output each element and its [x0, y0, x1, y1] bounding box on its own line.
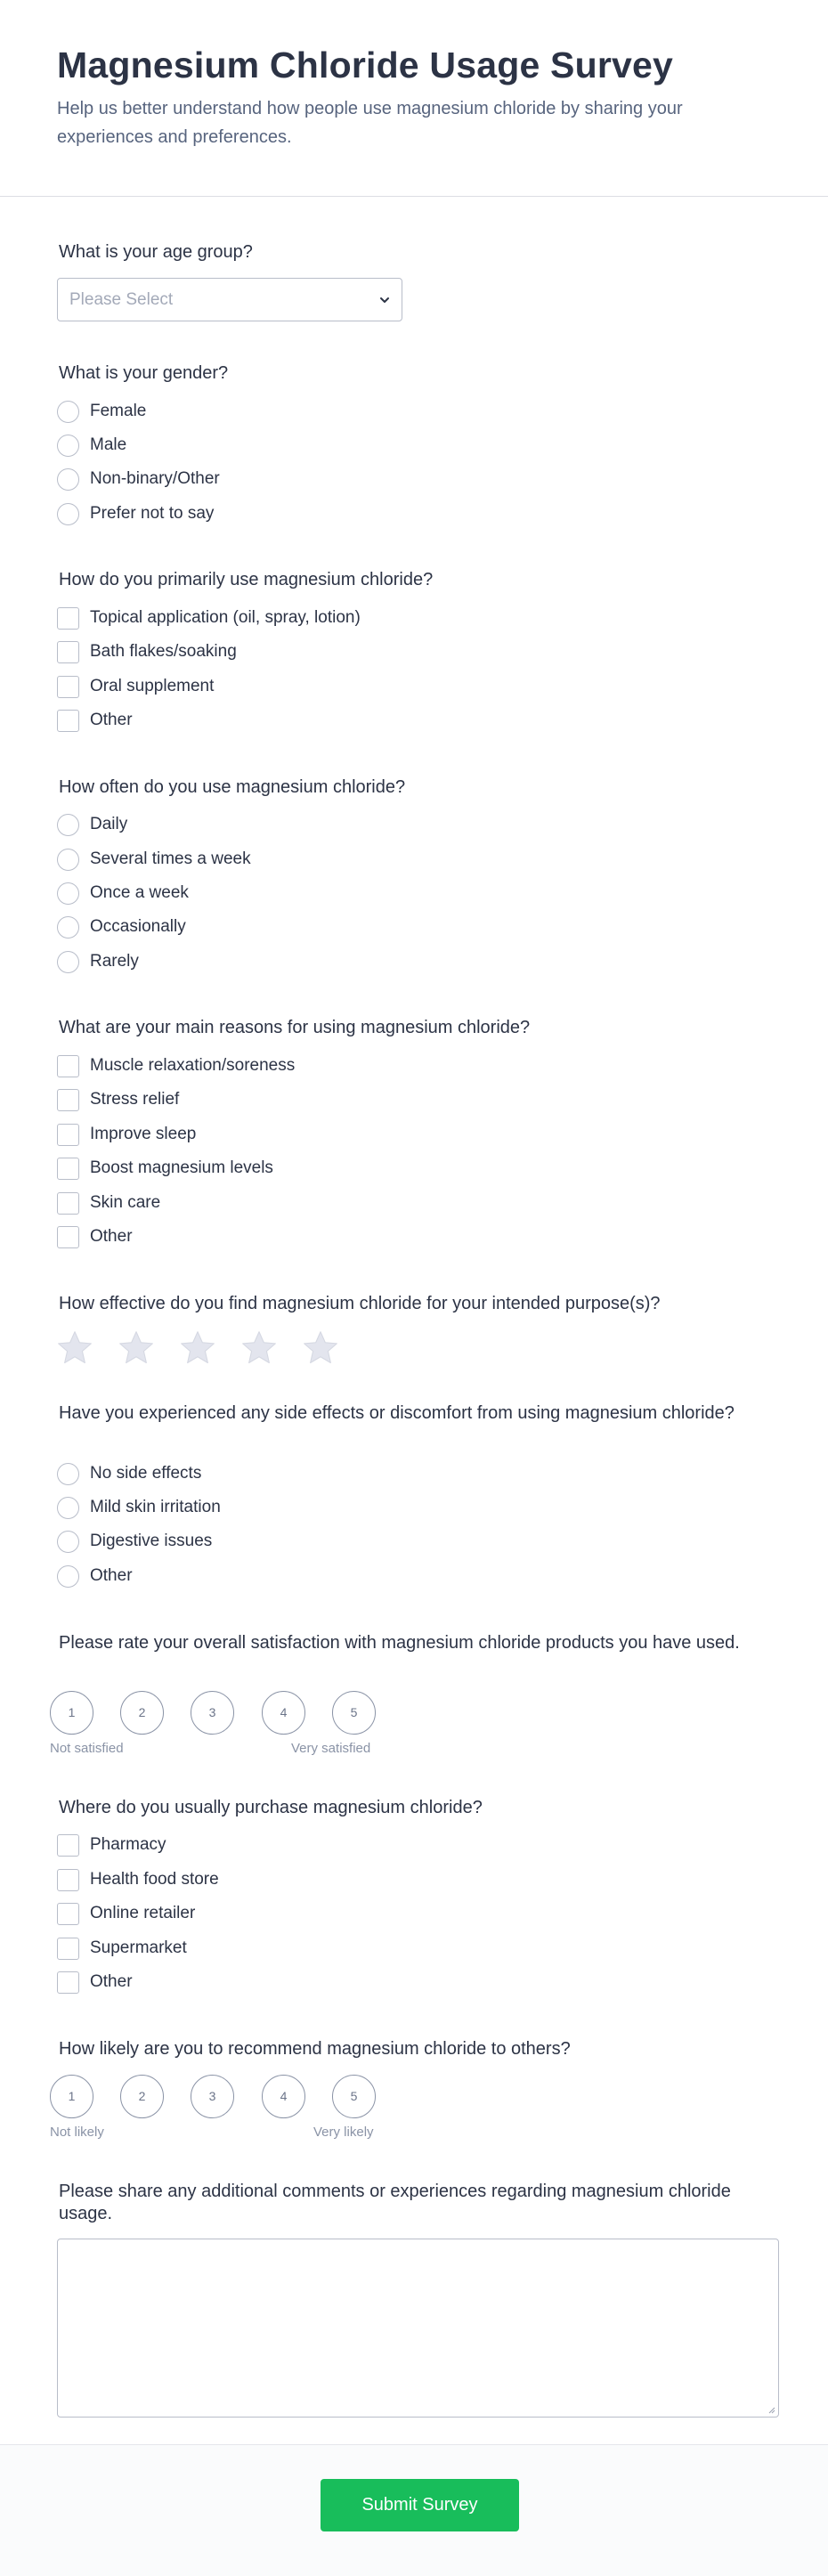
- question-age: What is your age group?: [59, 242, 253, 262]
- form-header: [0, 0, 828, 197]
- checkbox[interactable]: [57, 1971, 79, 1994]
- question-purchase: Where do you usually purchase magnesium chloride?: [59, 1798, 483, 1817]
- star-icon[interactable]: [178, 1329, 217, 1368]
- radio-button[interactable]: [57, 814, 79, 836]
- recommend-max-label: Very likely: [313, 2125, 374, 2140]
- recommend-scale-1[interactable]: 1: [50, 2075, 93, 2118]
- checkbox[interactable]: [57, 641, 79, 663]
- radio-button[interactable]: [57, 1531, 79, 1553]
- checkbox[interactable]: [57, 1226, 79, 1248]
- recommend-scale-5[interactable]: 5: [332, 2075, 376, 2118]
- checkbox[interactable]: [57, 1158, 79, 1180]
- radio-button[interactable]: [57, 435, 79, 457]
- radio-button[interactable]: [57, 882, 79, 905]
- radio-button[interactable]: [57, 849, 79, 871]
- checkbox[interactable]: [57, 1938, 79, 1960]
- comments-textarea[interactable]: [57, 2239, 779, 2418]
- radio-button[interactable]: [57, 916, 79, 939]
- satisfaction-max-label: Very satisfied: [291, 1741, 371, 1756]
- submit-button[interactable]: Submit Survey: [321, 2479, 519, 2531]
- checkbox[interactable]: [57, 1124, 79, 1146]
- question-effectiveness: How effective do you find magnesium chloride for your intended purpose(s)?: [59, 1294, 661, 1313]
- chevron-down-icon: [375, 290, 394, 310]
- page-subtitle: Help us better understand how people use magnesium chloride by sharing your experiences and preferences.: [57, 99, 683, 147]
- satisfaction-scale-1[interactable]: 1: [50, 1691, 93, 1735]
- checkbox[interactable]: [57, 1055, 79, 1077]
- age-select[interactable]: [57, 278, 402, 321]
- checkbox[interactable]: [57, 1903, 79, 1925]
- recommend-scale-3[interactable]: 3: [191, 2075, 234, 2118]
- satisfaction-scale-3[interactable]: 3: [191, 1691, 234, 1735]
- satisfaction-scale-4[interactable]: 4: [262, 1691, 305, 1735]
- question-comments: Please share any additional comments or experiences regarding magnesium chloride usage.: [59, 2182, 731, 2223]
- radio-button[interactable]: [57, 468, 79, 491]
- checkbox[interactable]: [57, 1869, 79, 1891]
- satisfaction-scale-5[interactable]: 5: [332, 1691, 376, 1735]
- resize-handle-icon[interactable]: [767, 2405, 775, 2414]
- question-frequency: How often do you use magnesium chloride?: [59, 777, 406, 797]
- radio-button[interactable]: [57, 1463, 79, 1485]
- question-usage: How do you primarily use magnesium chloride?: [59, 570, 434, 589]
- star-icon[interactable]: [117, 1329, 156, 1368]
- checkbox[interactable]: [57, 676, 79, 698]
- checkbox[interactable]: [57, 710, 79, 732]
- checkbox[interactable]: [57, 1834, 79, 1857]
- checkbox[interactable]: [57, 607, 79, 630]
- satisfaction-min-label: Not satisfied: [50, 1741, 124, 1756]
- star-icon[interactable]: [55, 1329, 94, 1368]
- radio-button[interactable]: [57, 401, 79, 423]
- question-satisfaction: Please rate your overall satisfaction with magnesium chloride products you have used.: [59, 1633, 740, 1653]
- radio-button[interactable]: [57, 1565, 79, 1588]
- form-footer: [0, 2444, 828, 2576]
- question-gender: What is your gender?: [59, 363, 229, 383]
- page-title: Magnesium Chloride Usage Survey: [57, 45, 674, 85]
- radio-button[interactable]: [57, 951, 79, 973]
- star-icon[interactable]: [301, 1329, 340, 1368]
- star-icon[interactable]: [239, 1329, 279, 1368]
- radio-button[interactable]: [57, 1497, 79, 1519]
- satisfaction-scale-2[interactable]: 2: [120, 1691, 164, 1735]
- question-reasons: What are your main reasons for using magnesium chloride?: [59, 1018, 531, 1037]
- question-recommend: How likely are you to recommend magnesium chloride to others?: [59, 2039, 571, 2059]
- age-select-placeholder: Please Select: [69, 290, 174, 309]
- question-side-effects: Have you experienced any side effects or discomfort from using magnesium chloride?: [59, 1403, 735, 1423]
- recommend-min-label: Not likely: [50, 2125, 104, 2140]
- recommend-scale-2[interactable]: 2: [120, 2075, 164, 2118]
- radio-button[interactable]: [57, 503, 79, 525]
- checkbox[interactable]: [57, 1192, 79, 1215]
- checkbox[interactable]: [57, 1089, 79, 1111]
- recommend-scale-4[interactable]: 4: [262, 2075, 305, 2118]
